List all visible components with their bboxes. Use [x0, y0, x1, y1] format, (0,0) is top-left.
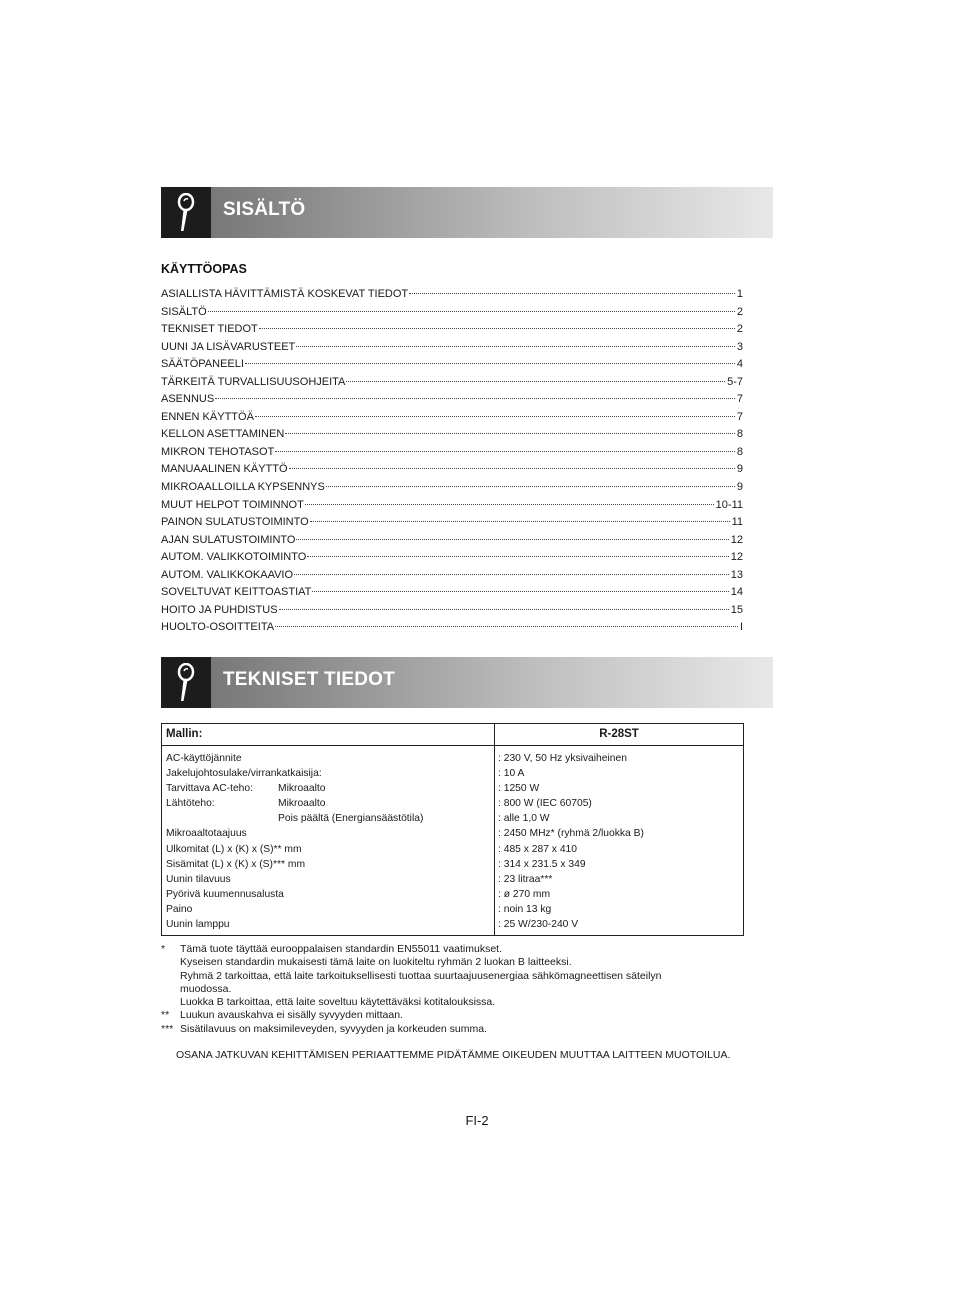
spec-sublabel: Pois päältä (Energiansäästötila) [278, 813, 424, 825]
toc-entry [161, 567, 743, 585]
toc-entry-label: TÄRKEITÄ TURVALLISUUSOHJEITA [161, 375, 346, 388]
footnote-marker: * [161, 943, 166, 955]
toc-entry [161, 479, 743, 497]
design-change-disclaimer: OSANA JATKUVAN KEHITTÄMISEN PERIAATTEMME PIDÄTÄMME OIKEUDEN MUUTTAA LAITTEEN MUOTOILUA. [176, 1049, 731, 1061]
toc-entry-label: MANUAALINEN KÄYTTÖ [161, 463, 288, 476]
toc-entry-page: 10-11 [715, 498, 743, 511]
toc-entry-page: 11 [731, 516, 743, 529]
toc-leader-dots [346, 381, 725, 382]
specifications-table [161, 723, 744, 936]
banner-icon-box [161, 187, 211, 238]
toc-entry [161, 339, 743, 357]
footnote [161, 1009, 761, 1022]
toc-leader-dots [296, 346, 735, 347]
toc-entry-page: 13 [730, 568, 743, 581]
toc-entry [161, 461, 743, 479]
footnote-line: Ryhmä 2 tarkoittaa, että laite tarkoituksellisesti tuottaa suurtaajuusenergiaa sähkömagneettisen säteilyn [180, 969, 662, 982]
specs-banner [161, 657, 773, 708]
magnifier-pen-icon [175, 193, 197, 233]
toc-leader-dots [289, 468, 735, 469]
footnote-line: Luukun avauskahva ei sisälly syvyyden mittaan. [180, 1009, 403, 1022]
toc-leader-dots [307, 556, 728, 557]
magnifier-pen-icon [175, 663, 197, 703]
toc-leader-dots [312, 591, 728, 592]
toc-entry-label: AUTOM. VALIKKOKAAVIO [161, 568, 294, 581]
footnote-marker: *** [161, 1022, 174, 1035]
toc-entry [161, 426, 743, 444]
toc-leader-dots [296, 539, 728, 540]
footnote-line: Kyseisen standardin mukaisesti tämä laite on luokiteltu ryhmän 2 luokan B laitteeksi. [180, 956, 572, 969]
spec-row-label [166, 902, 494, 917]
toc-entry-label: SISÄLTÖ [161, 305, 207, 318]
toc-entry-label: SOVELTUVAT KEITTOASTIAT [161, 586, 312, 599]
toc-entry-label: HOITO JA PUHDISTUS [161, 603, 278, 616]
toc-entry-label: MIKROAALLOILLA KYPSENNYS [161, 481, 325, 494]
toc-entry-page: 3 [736, 340, 743, 353]
spec-row-label [166, 781, 494, 796]
footnote-line: Tämä tuote täyttää eurooppalaisen standardin EN55011 vaatimukset. [180, 943, 503, 955]
spec-row-label [166, 872, 494, 887]
toc-entry-label: MUUT HELPOT TOIMINNOT [161, 498, 304, 511]
toc-entry-page: I [739, 621, 743, 634]
toc-entry-label: AUTOM. VALIKKOTOIMINTO [161, 551, 307, 564]
toc-entry-page: 12 [730, 551, 743, 564]
toc-entry-page: 8 [736, 428, 743, 441]
spec-label: Paino [166, 903, 193, 915]
toc-entry [161, 532, 743, 550]
toc-entry-label: MIKRON TEHOTASOT [161, 445, 275, 458]
toc-entry-page: 1 [736, 288, 743, 300]
toc-entry [161, 549, 743, 567]
model-value: R-28ST [599, 728, 639, 740]
spec-row-label [166, 842, 494, 857]
spec-row-label [166, 826, 494, 841]
toc-entry-label: UUNI JA LISÄVARUSTEET [161, 340, 296, 353]
footnote-text [180, 1009, 761, 1022]
spec-value: : 800 W (IEC 60705) [498, 798, 592, 810]
toc-leader-dots [310, 521, 730, 522]
spec-value: : 314 x 231.5 x 349 [498, 858, 586, 870]
page-number: FI-2 [465, 1113, 489, 1128]
footnote-text [180, 943, 761, 1009]
toc-leader-dots [279, 609, 729, 610]
model-label: Mallin: [162, 724, 495, 745]
spec-label: Tarvittava AC-teho: [166, 783, 253, 795]
spec-row-label [166, 887, 494, 902]
spec-sublabel: Mikroaalto [278, 798, 326, 810]
spec-value: : 10 A [498, 768, 525, 780]
toc-leader-dots [275, 451, 735, 452]
spec-table-body [162, 746, 743, 935]
contents-banner [161, 187, 773, 238]
toc-leader-dots [305, 504, 714, 505]
spec-label: Sisämitat (L) x (K) x (S)*** mm [166, 858, 306, 870]
spec-row-label [166, 751, 494, 766]
specs-title: TEKNISET TIEDOT [223, 669, 395, 690]
toc-entry [161, 514, 743, 532]
spec-sublabel: Mikroaalto [278, 783, 326, 795]
spec-value: : alle 1,0 W [498, 813, 550, 825]
spec-value: : ø 270 mm [498, 888, 551, 900]
spec-row-label [166, 796, 494, 811]
manual-heading: KÄYTTÖOPAS [161, 262, 247, 276]
spec-label: Uunin tilavuus [166, 873, 231, 885]
toc-leader-dots [245, 363, 735, 364]
toc-entry-label: ENNEN KÄYTTÖÄ [161, 410, 254, 423]
toc-entry-label: SÄÄTÖPANEELI [161, 358, 244, 371]
footnote-line: Sisätilavuus on maksimileveyden, syvyyden ja korkeuden summa. [180, 1022, 487, 1035]
toc-entry-page: 9 [736, 463, 743, 476]
toc-leader-dots [285, 433, 735, 434]
toc-entry [161, 304, 743, 322]
toc-entry-label: ASIALLISTA HÄVITTÄMISTÄ KOSKEVAT TIEDOT [161, 288, 409, 300]
toc-entry-page: 8 [736, 445, 743, 458]
toc-entry [161, 444, 743, 462]
toc-entry [161, 321, 743, 339]
table-of-contents [161, 286, 743, 637]
spec-value: : 2450 MHz* (ryhmä 2/luokka B) [498, 828, 644, 840]
spec-row-label [166, 917, 494, 932]
footnote-line: muodossa. [180, 982, 232, 995]
spec-value: : 1250 W [498, 783, 540, 795]
toc-entry-page: 9 [736, 481, 743, 494]
toc-leader-dots [255, 416, 735, 417]
contents-title: SISÄLTÖ [223, 199, 306, 220]
spec-labels-column [162, 746, 495, 935]
toc-entry-page: 7 [736, 410, 743, 423]
toc-entry [161, 391, 743, 409]
toc-entry-page: 15 [730, 603, 743, 616]
toc-entry [161, 374, 743, 392]
toc-entry-page: 14 [730, 586, 743, 599]
spec-label: Mikroaaltotaajuus [166, 828, 247, 840]
toc-entry [161, 584, 743, 602]
spec-row-label [166, 811, 494, 826]
footnote [161, 1023, 761, 1036]
toc-entry [161, 409, 743, 427]
toc-entry-page: 2 [736, 305, 743, 318]
toc-entry-page: 7 [736, 393, 743, 406]
footnote-marker: ** [161, 1009, 170, 1022]
toc-entry [161, 619, 743, 637]
spec-row-label [166, 857, 494, 872]
footnotes [161, 943, 761, 1036]
toc-entry-page: 5-7 [727, 375, 743, 388]
toc-entry-page: 2 [736, 323, 743, 336]
toc-entry-label: KELLON ASETTAMINEN [161, 428, 285, 441]
spec-label: Ulkomitat (L) x (K) x (S)** mm [166, 843, 302, 855]
spec-label: Lähtöteho: [166, 798, 215, 810]
footnote [161, 943, 761, 1009]
spec-label: AC-käyttöjännite [166, 753, 242, 764]
spec-table-header [162, 724, 743, 746]
toc-leader-dots [294, 574, 729, 575]
footnote-line: Luokka B tarkoittaa, että laite soveltuu käytettäväksi kotitalouksissa. [180, 996, 496, 1009]
toc-leader-dots [326, 486, 735, 487]
spec-value: : 25 W/230-240 V [498, 919, 579, 931]
spec-values-column [495, 751, 743, 932]
toc-entry-page: 12 [730, 533, 743, 546]
toc-entry [161, 497, 743, 515]
spec-label: Uunin lamppu [166, 919, 230, 931]
toc-entry-label: AJAN SULATUSTOIMINTO [161, 533, 296, 546]
toc-entry-page: 4 [736, 358, 743, 371]
spec-label: Pyörivä kuumennusalusta [166, 888, 284, 900]
spec-value: : noin 13 kg [498, 903, 552, 915]
spec-value: : 23 litraa*** [498, 873, 553, 885]
toc-entry-label: TEKNISET TIEDOT [161, 323, 258, 336]
toc-leader-dots [409, 293, 735, 294]
spec-value: : 230 V, 50 Hz yksivaiheinen [498, 753, 627, 764]
spec-row-label [166, 766, 494, 781]
toc-leader-dots [259, 328, 735, 329]
toc-leader-dots [215, 398, 735, 399]
toc-entry-label: HUOLTO-OSOITTEITA [161, 621, 275, 634]
toc-leader-dots [208, 311, 735, 312]
toc-entry [161, 286, 743, 304]
spec-label: Jakelujohtosulake/virrankatkaisija: [166, 768, 322, 780]
toc-entry [161, 602, 743, 620]
banner-icon-box [161, 657, 211, 708]
spec-value: : 485 x 287 x 410 [498, 843, 578, 855]
toc-entry-label: ASENNUS [161, 393, 215, 406]
toc-entry [161, 356, 743, 374]
toc-entry-label: PAINON SULATUSTOIMINTO [161, 516, 309, 529]
footnote-text [180, 1023, 761, 1036]
toc-leader-dots [275, 626, 738, 627]
